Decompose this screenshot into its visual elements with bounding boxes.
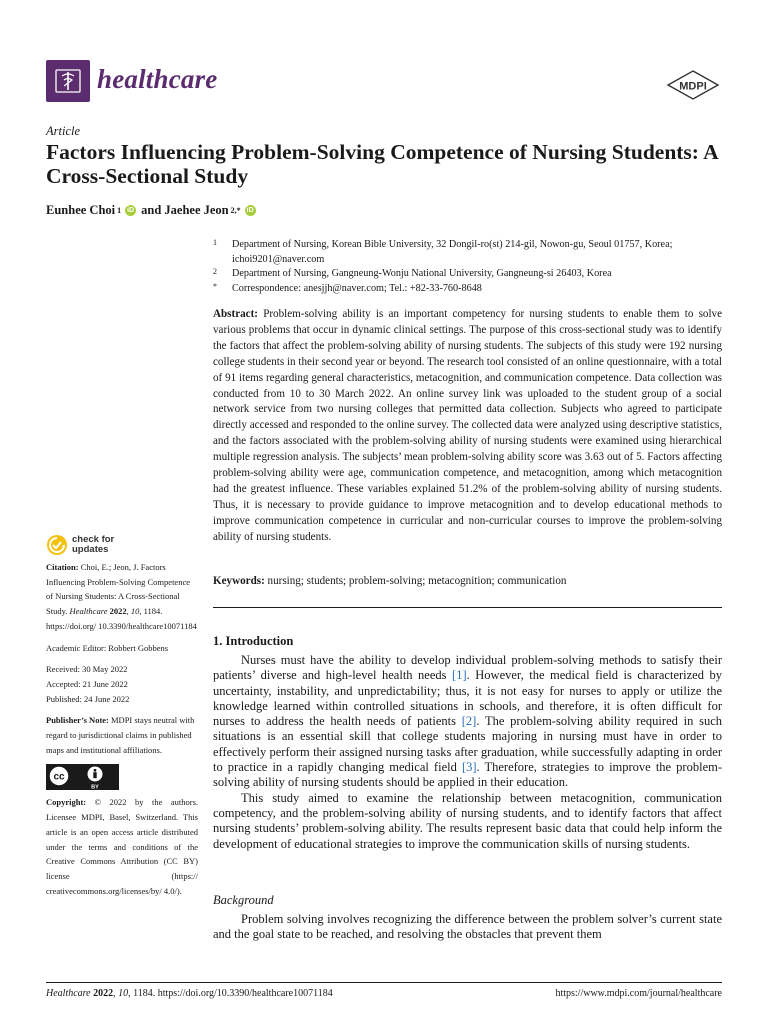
footer-citation: Healthcare 2022, 10, 1184. https://doi.org/10.3390/healthcare10071184 [46, 988, 333, 999]
reference-link[interactable]: [3] [461, 760, 477, 775]
check-updates-line: updates [72, 544, 109, 555]
reference-link[interactable]: [2] [461, 714, 477, 729]
cc-badge-label: BY [91, 784, 99, 791]
article-type: Article [46, 124, 81, 138]
orcid-icon[interactable]: iD [246, 207, 254, 214]
journal-logo-icon [46, 60, 90, 102]
section-divider [213, 607, 722, 608]
publishers-note-label: Publisher’s Note: [46, 715, 109, 726]
footer-journal: Healthcare [46, 988, 91, 999]
keywords [213, 574, 722, 590]
citation-volume: 10 [130, 606, 140, 617]
citation-text: Choi, E.; Jeon, J. Factors Influencing Problem-Solving Competence of Nursing Students: A Cross-Sectional Study. [46, 562, 190, 617]
caduceus-icon [53, 66, 83, 96]
abstract [213, 307, 722, 546]
footer-volume: 10 [118, 988, 129, 999]
affiliation-text: Department of Nursing, Korean Bible University, 32 Dongil-ro(st) 214-gil, Nowon-gu, Seoul 01757, Korea; ichoi9201@naver.com [232, 239, 673, 265]
paragraph: Problem solving involves recognizing the difference between the problem solver’s current state and the goal state to be reached, and resolving the obstacles that prevent them [213, 912, 722, 942]
article-title: Factors Influencing Problem-Solving Competence of Nursing Students: A Cross-Sectional Study [46, 140, 718, 188]
paragraph-text: . The problem-solving ability required in such situations is an essential skill that college students majoring in nursing must have in order to effectively perform their assigned nursing tasks after graduation, while successfully adapting in order to practice in a rapidly changing medical field [213, 714, 723, 775]
background-body [213, 912, 722, 943]
cc-by-license-icon[interactable] [46, 764, 119, 790]
author-name[interactable]: and Jaehee Jeon [141, 203, 229, 217]
publishers-note [46, 713, 198, 757]
abstract-label: Abstract: [213, 308, 258, 320]
publisher-name: MDPI [679, 80, 707, 93]
correspondence-text: Correspondence: anesjjh@naver.com; Tel.: +82-33-760-8648 [232, 282, 482, 294]
dates [46, 662, 198, 706]
copyright-text: © 2022 by the authors. Licensee MDPI, Basel, Switzerland. This article is an open access article distributed under the terms and conditions of the Creative Commons Attribution (CC BY) license (https:// creativecommons.org/licenses/by/ 4.0/). [46, 797, 199, 896]
paragraph: This study aimed to examine the relationship between metacognition, communication competency, and the problem-solving ability of nursing students, and to identify factors that affect nursing students’ problem-solving ability. The results represent basic data that could help inform the development of educational strategies to improve the communication skills of nursing students. [213, 790, 722, 851]
citation-label: Citation: [46, 562, 79, 572]
paragraph [213, 653, 722, 791]
paragraph-text: . However, the medical field is characterized by uncertainty, instability, and unpredictability; thus, it is not easy for nurses to apply or utilize the knowledge learned within controlled situations in schools, and therefore, it is often difficult for nurses to address the health needs of patients [213, 668, 722, 729]
accepted-date: Accepted: 21 June 2022 [46, 678, 128, 689]
subsection-heading: Background [213, 893, 274, 907]
affiliation-marker: 1 [213, 238, 217, 247]
svg-text:cc: cc [53, 771, 65, 783]
mdpi-logo-icon [665, 69, 721, 101]
author-affiliation-marker: 2,* [230, 206, 241, 215]
author-list [46, 203, 259, 218]
copyright [46, 795, 198, 898]
footer-journal-link[interactable]: https://www.mdpi.com/journal/healthcare [555, 988, 722, 999]
citation: Citation: Choi, E.; Jeon, J. Factors Influencing Problem-Solving Competence of Nursing Students: A Cross-Sectional Study. Healthcare 2022, 10, 1184. https://doi.org/ 10.3390/healthcare10071184 [46, 562, 197, 631]
published-date: Published: 24 June 2022 [46, 693, 130, 704]
footer-doi-link[interactable]: , 1184. https://doi.org/10.3390/healthcare10071184 [128, 988, 333, 999]
received-date: Received: 30 May 2022 [46, 664, 128, 675]
footer-year: 2022 [93, 988, 114, 999]
journal-name: healthcare [97, 64, 218, 94]
affiliations [213, 238, 723, 296]
orcid-icon[interactable]: iD [127, 207, 135, 214]
check-updates-icon [46, 534, 68, 556]
affiliation-item [213, 238, 723, 267]
affiliation-marker: 2 [213, 267, 217, 276]
affiliation-marker: * [213, 281, 217, 291]
introduction-body [213, 653, 722, 852]
article-info-sidebar [46, 560, 198, 905]
citation-year: 2022 [109, 606, 127, 617]
footer-divider [46, 982, 722, 983]
check-for-updates-button[interactable] [46, 534, 114, 556]
check-updates-line: check for [72, 534, 115, 545]
paragraph-text: Nurses must have the ability to develop individual problem-solving methods to satisfy their patients’ diverse and high-level health needs [213, 653, 722, 683]
affiliation-text: Department of Nursing, Gangneung-Wonju National University, Gangneung-si 26403, Korea [232, 268, 612, 279]
affiliation-item [213, 282, 723, 297]
keywords-label: Keywords: [213, 575, 265, 587]
paragraph-text: . Therefore, strategies to improve the problem-solving ability of nursing students should be applied in their education. [213, 760, 722, 790]
keywords-text: nursing; students; problem-solving; metacognition; communication [267, 575, 567, 587]
author-affiliation-marker: 1 [117, 206, 122, 215]
check-updates-label [72, 535, 114, 555]
section-heading: 1. Introduction [213, 634, 294, 648]
citation-doi[interactable]: , 1184. https://doi.org/ 10.3390/healthcare10071184 [46, 606, 197, 631]
academic-editor: Academic Editor: Robbert Gobbens [46, 642, 169, 653]
affiliation-item [213, 267, 723, 282]
author-name[interactable]: Eunhee Choi [46, 203, 116, 217]
copyright-label: Copyright: [46, 797, 87, 808]
publishers-note-text: MDPI stays neutral with regard to jurisdictional claims in published maps and institutional affiliations. [46, 715, 195, 755]
citation-journal: Healthcare [69, 606, 108, 617]
abstract-text: Problem-solving ability is an important competency for nursing students to enable them to solve various problems that occur in dynamic clinical settings. The purpose of this cross-sectional study was to identify the factors that affect the problem-solving ability of nursing students. The subjects of this study were 192 nursing college students in their second year or beyond. The research tool consisted of an online questionnaire, with a total of 91 items regarding general characteristics, metacognition, and communication competence. Data collection was conducted from 10 to 30 March 2022. An online survey link was uploaded to the student group of a social network service from two nursing colleges that permitted data collection. Subjects who agreed to participate directly accessed and responded to the online survey. The collected data were analyzed using descriptive statistics, and the factors associated with the problem-solving ability of nursing students were examined using hierarchical multiple regression analysis. The subjects’ mean problem-solving ability score was 3.63 out of 5. Factors affecting problem-solving ability were age, communication competence, and metacognition, among which metacognition had the greatest influence. These variables explained 51.2% of the problem-solving ability of nursing students. Thus, it is necessary to provide guidance to improve metacognition and to develop educational methods to improve communication competence in curricular and non-curricular courses to improve the problem-solving ability of nursing students. [213, 308, 722, 543]
reference-link[interactable]: [1] [452, 668, 467, 683]
